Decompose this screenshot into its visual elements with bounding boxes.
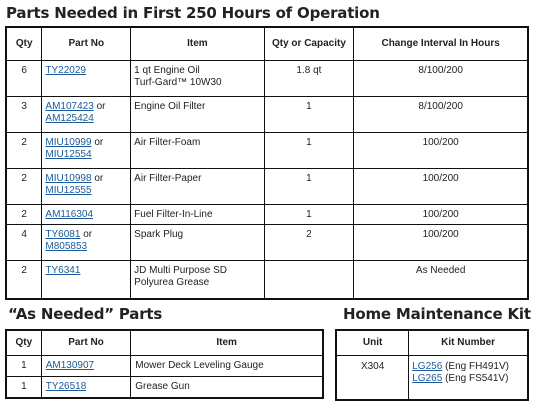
part-number-link[interactable]: AM116304 <box>45 209 94 220</box>
cell-part-no <box>41 356 131 377</box>
table-header-row <box>336 330 528 356</box>
item-line: Fuel Filter-In-Line <box>134 209 213 220</box>
header-item: Item <box>131 330 323 356</box>
cell-qty: 2 <box>6 261 42 299</box>
cell-capacity: 1.8 qt <box>264 61 354 97</box>
part-number-link[interactable]: MIU12554 <box>45 149 92 160</box>
part-number-link[interactable]: TY22029 <box>45 65 86 76</box>
cell-capacity: 1 <box>264 205 354 225</box>
cell-item <box>131 205 264 225</box>
part-line <box>45 173 127 185</box>
cell-part-no <box>42 61 131 97</box>
item-line: JD Multi Purpose SD <box>134 265 227 276</box>
table-row <box>336 356 528 400</box>
kit-note: (Eng FS541V) <box>445 373 509 384</box>
kit-title: Home Maintenance Kit <box>343 305 531 323</box>
header-part-no: Part No <box>42 27 131 61</box>
cell-item: Grease Gun <box>131 377 323 399</box>
cell-qty: 2 <box>6 205 42 225</box>
header-part-no: Part No <box>41 330 131 356</box>
table-row <box>6 356 323 377</box>
cell-interval: 100/200 <box>354 169 528 205</box>
cell-interval: 8/100/200 <box>354 61 528 97</box>
cell-part-no <box>42 169 131 205</box>
part-number-link[interactable]: AM107423 <box>45 101 94 112</box>
part-number-link[interactable]: MIU10999 <box>45 137 92 148</box>
part-line <box>45 229 127 241</box>
item-line: 1 qt Engine Oil <box>134 65 200 76</box>
cell-capacity: 1 <box>264 97 354 133</box>
cell-interval: 100/200 <box>354 225 528 261</box>
cell-part-no <box>42 133 131 169</box>
header-qty-capacity: Qty or Capacity <box>264 27 354 61</box>
part-number-link[interactable]: TY26518 <box>45 381 87 392</box>
item-line: Air Filter-Paper <box>134 173 202 184</box>
cell-part-no <box>42 261 131 299</box>
part-number-link[interactable]: AM125424 <box>45 113 94 124</box>
part-line <box>45 185 127 197</box>
header-kit-number: Kit Number <box>409 330 528 356</box>
item-line: Engine Oil Filter <box>134 101 206 112</box>
part-number-link[interactable]: MIU12555 <box>45 185 92 196</box>
kit-unit: X304 <box>336 356 409 400</box>
cell-item <box>131 225 264 261</box>
kit-line <box>412 373 524 385</box>
or-text: or <box>83 229 93 240</box>
table-row <box>6 377 323 399</box>
cell-item: Mower Deck Leveling Gauge <box>131 356 323 377</box>
cell-qty: 2 <box>6 169 42 205</box>
part-number-link[interactable]: MIU10998 <box>45 173 92 184</box>
cell-qty: 1 <box>6 377 41 399</box>
item-line: Spark Plug <box>134 229 184 240</box>
kit-note: (Eng FH491V) <box>445 361 509 372</box>
part-number-link[interactable]: TY6081 <box>45 229 81 240</box>
part-number-link[interactable]: M805853 <box>45 241 88 252</box>
cell-qty: 6 <box>6 61 42 97</box>
table-row <box>6 97 528 133</box>
part-number-link[interactable]: TY6341 <box>45 265 81 276</box>
cell-item <box>131 261 264 299</box>
as-needed-title: “As Needed” Parts <box>8 305 163 323</box>
parts-250-hours-table <box>5 26 529 300</box>
table-row <box>6 169 528 205</box>
table-header-row <box>6 27 528 61</box>
kit-numbers <box>409 356 528 400</box>
cell-item <box>131 169 264 205</box>
kit-line <box>412 361 524 373</box>
part-number-link[interactable]: AM130907 <box>45 360 95 371</box>
table-row <box>6 205 528 225</box>
kit-part-link[interactable]: LG265 <box>412 373 443 384</box>
header-qty: Qty <box>6 27 42 61</box>
header-change-interval: Change Interval In Hours <box>354 27 528 61</box>
cell-qty: 3 <box>6 97 42 133</box>
main-table-title: Parts Needed in First 250 Hours of Operation <box>6 4 380 22</box>
part-line <box>45 265 127 277</box>
cell-part-no <box>42 97 131 133</box>
cell-interval: As Needed <box>354 261 528 299</box>
cell-qty: 2 <box>6 133 42 169</box>
or-text: or <box>96 101 106 112</box>
maintenance-kit-table <box>335 329 529 401</box>
cell-part-no <box>42 205 131 225</box>
table-row <box>6 225 528 261</box>
item-line: Air Filter-Foam <box>134 137 201 148</box>
part-line <box>45 241 127 253</box>
table-row <box>6 61 528 97</box>
cell-qty: 4 <box>6 225 42 261</box>
part-line <box>45 113 127 125</box>
table-row <box>6 133 528 169</box>
header-unit: Unit <box>336 330 409 356</box>
cell-interval: 100/200 <box>354 133 528 169</box>
cell-part-no <box>42 225 131 261</box>
cell-capacity: 1 <box>264 133 354 169</box>
cell-capacity: 2 <box>264 225 354 261</box>
cell-interval: 100/200 <box>354 205 528 225</box>
part-line <box>45 209 127 221</box>
cell-item <box>131 61 264 97</box>
table-row <box>6 261 528 299</box>
cell-interval: 8/100/200 <box>354 97 528 133</box>
cell-capacity <box>264 261 354 299</box>
or-text: or <box>94 137 104 148</box>
as-needed-parts-table <box>5 329 324 399</box>
part-line <box>45 149 127 161</box>
cell-part-no <box>41 377 131 399</box>
table-header-row <box>6 330 323 356</box>
kit-part-link[interactable]: LG256 <box>412 361 443 372</box>
cell-item <box>131 133 264 169</box>
cell-item <box>131 97 264 133</box>
part-line <box>45 137 127 149</box>
item-line: Turf-Gard™ 10W30 <box>134 77 222 88</box>
item-line: Polyurea Grease <box>134 277 210 288</box>
cell-qty: 1 <box>6 356 41 377</box>
part-line <box>45 101 127 113</box>
header-item: Item <box>131 27 264 61</box>
cell-capacity: 1 <box>264 169 354 205</box>
header-qty: Qty <box>6 330 41 356</box>
or-text: or <box>94 173 104 184</box>
part-line <box>45 65 127 77</box>
